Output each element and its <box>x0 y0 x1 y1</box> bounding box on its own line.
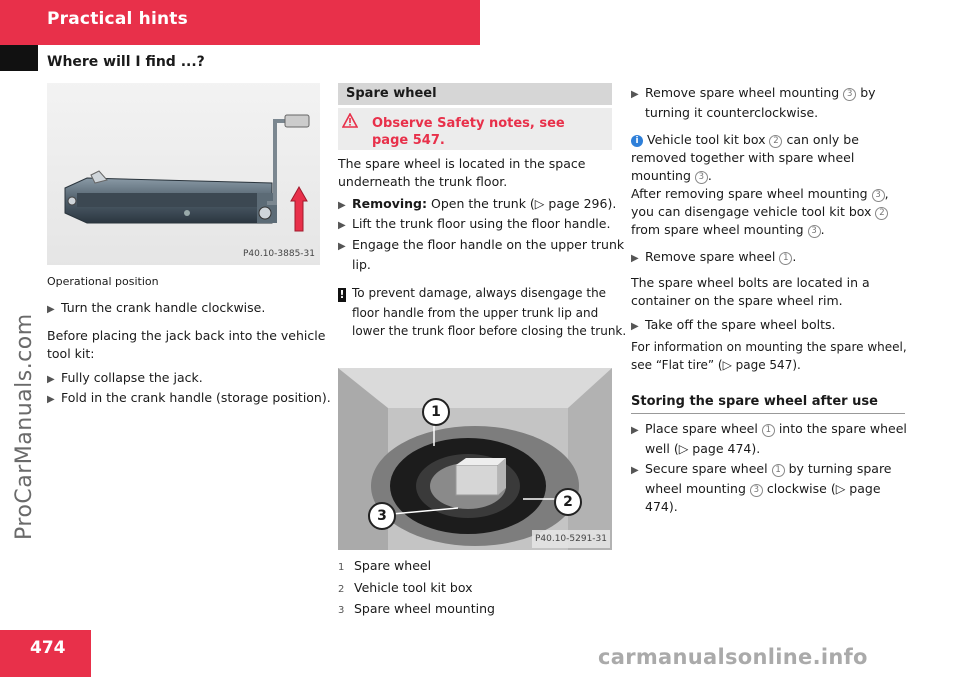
step-turn-crank: ▶ Turn the crank handle clockwise. <box>47 299 341 319</box>
step-arrow-icon: ▶ <box>631 465 639 476</box>
info-tool-kit: i Vehicle tool kit box 2 can only be removed together with spare wheel mounting 3 . After removing spare wheel mounting 3 , you can disengage vehicle tool kit box 2 from spare wheel mounting 3 . <box>631 132 889 237</box>
step-lift-floor: ▶ Lift the trunk floor using the floor handle. <box>338 215 624 235</box>
legend-item-3: 3 Spare wheel mounting <box>338 601 495 616</box>
step-arrow-icon: ▶ <box>338 200 346 211</box>
step-arrow-icon: ▶ <box>631 253 639 264</box>
jack-illustration <box>47 83 320 265</box>
step-fold-crank: ▶ Fold in the crank handle (storage position). <box>47 389 346 409</box>
damage-note: ! To prevent damage, always disengage the floor handle from the upper trunk lip and lower the trunk floor before closing the trunk. <box>339 286 627 338</box>
step-arrow-icon: ▶ <box>338 241 346 252</box>
callout-1: 1 <box>422 398 450 426</box>
warning-line-2: page 547. <box>372 133 445 148</box>
image-code: P40.10-3885-31 <box>240 245 318 263</box>
step-take-off-bolts: ▶ Take off the spare wheel bolts. <box>631 316 917 336</box>
step-place-wheel: ▶ Place spare wheel 1 into the spare wheel well (▷ page 474). <box>631 421 907 456</box>
page-subtitle: Where will I find ...? <box>47 54 205 70</box>
step-remove-wheel: ▶ Remove spare wheel 1 . <box>631 248 917 268</box>
step-arrow-icon: ▶ <box>47 394 55 405</box>
step-engage-handle: ▶ Engage the floor handle on the upper trunk lip. <box>338 237 625 272</box>
step-secure-wheel: ▶ Secure spare wheel 1 by turning spare wheel mounting 3 clockwise (▷ page 474). <box>631 461 892 514</box>
step-arrow-icon: ▶ <box>47 374 55 385</box>
bolts-paragraph: The spare wheel bolts are located in a container on the spare wheel rim. <box>631 275 870 308</box>
spare-wheel-intro: The spare wheel is located in the space underneath the trunk floor. <box>338 156 586 189</box>
thumb-tab <box>0 45 38 71</box>
spare-wheel-heading: Spare wheel <box>338 83 612 105</box>
flat-tire-reference: For information on mounting the spare wheel, see “Flat tire” (▷ page 547). <box>631 340 907 372</box>
paragraph-before-placing: Before placing the jack back into the vehicle tool kit: <box>47 328 326 361</box>
footer-watermark: carmanualsonline.info <box>598 645 868 669</box>
step-arrow-icon: ▶ <box>47 304 55 315</box>
ref-3: 3 <box>843 88 856 101</box>
spare-wheel-image <box>338 368 612 550</box>
step-removing: ▶ Removing: Open the trunk (▷ page 296). <box>338 195 624 215</box>
step-arrow-icon: ▶ <box>631 89 639 100</box>
step-arrow-icon: ▶ <box>631 425 639 436</box>
legend-item-2: 2 Vehicle tool kit box <box>338 580 473 595</box>
exclamation-icon: ! <box>339 288 345 301</box>
legend-item-1: 1 Spare wheel <box>338 558 432 573</box>
callout-3: 3 <box>368 502 396 530</box>
side-watermark: ProCarManuals.com <box>12 313 37 540</box>
step-arrow-icon: ▶ <box>631 321 639 332</box>
step-arrow-icon: ▶ <box>338 220 346 231</box>
warning-line-1: Observe Safety notes, see <box>372 116 565 131</box>
image-code: P40.10-5291-31 <box>532 530 610 548</box>
step-collapse-jack: ▶ Fully collapse the jack. <box>47 369 341 389</box>
info-icon: i <box>631 135 643 147</box>
page-number: 474 <box>30 638 66 658</box>
jack-image <box>47 83 320 265</box>
step-remove-mounting: ▶ Remove spare wheel mounting 3 by turning it counterclockwise. <box>631 85 876 120</box>
storing-subheading: Storing the spare wheel after use <box>631 393 905 414</box>
section-title: Practical hints <box>47 9 188 29</box>
image-caption: Operational position <box>47 275 159 288</box>
callout-2: 2 <box>554 488 582 516</box>
warning-box <box>338 108 612 150</box>
warning-triangle-icon <box>342 113 358 128</box>
